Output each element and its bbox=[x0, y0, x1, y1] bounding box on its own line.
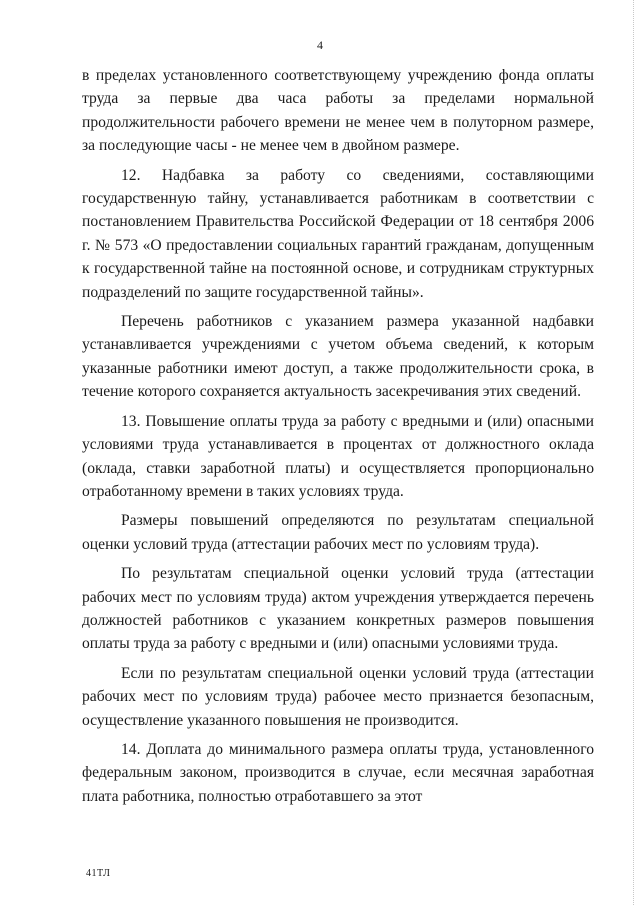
paragraph-allowance-list: Перечень работников с указанием размера указанной надбавки устанавливается учреждениями с учетом объема сведений, к которым указанные работники имеют доступ, а также продолжительности срока, в течение которого сохраняется актуальность засекречивания этих сведений. bbox=[82, 313, 594, 401]
footer-code: 41ТЛ bbox=[86, 868, 111, 879]
paragraph-item-12: 12. Надбавка за работу со сведениями, составляющими государственную тайну, устанавливается работникам в соответствии с постановлением Правительства Российской Федерации от 18 сентября 2006 г. № 573 «О предоставлении социальных гарантий гражданам, допущенным к государственной тайне на постоянной основе, и сотрудникам структурных подразделений по защите государственной тайны». bbox=[82, 166, 594, 301]
paragraph-continuation: в пределах установленного соответствующему учреждению фонда оплаты труда за первые два часа работы за пределами нормальной продолжительности рабочего времени не менее чем в полуторном размере, за последующие часы - не менее чем в двойном размере. bbox=[82, 67, 594, 155]
scan-edge-divider bbox=[633, 0, 634, 905]
page-number: 4 bbox=[317, 38, 323, 52]
document-body bbox=[82, 64, 594, 808]
paragraph-assessment-results: По результатам специальной оценки условий труда (аттестации рабочих мест по условиям труда) актом учреждения утверждается перечень должностей работников с указанием конкретных размеров повышения оплаты труда за работу с вредными и (или) опасными условиями труда. bbox=[82, 565, 594, 653]
paragraph-increase-sizes: Размеры повышений определяются по результатам специальной оценки условий труда (аттестации рабочих мест по условиям труда). bbox=[82, 512, 594, 553]
paragraph-item-14: 14. Доплата до минимального размера оплаты труда, установленного федеральным законом, производится в случае, если месячная заработная плата работника, полностью отработавшего за этот bbox=[82, 740, 594, 805]
paragraph-item-13: 13. Повышение оплаты труда за работу с вредными и (или) опасными условиями труда устанавливается в процентах от должностного оклада (оклада, ставки заработной платы) и осуществляется пропорционально отработанному времени в таких условиях труда. bbox=[82, 412, 594, 500]
paragraph-safe-workplace: Если по результатам специальной оценки условий труда (аттестации рабочих мест по условиям труда) рабочее место признается безопасным, осуществление указанного повышения не производится. bbox=[82, 664, 594, 729]
